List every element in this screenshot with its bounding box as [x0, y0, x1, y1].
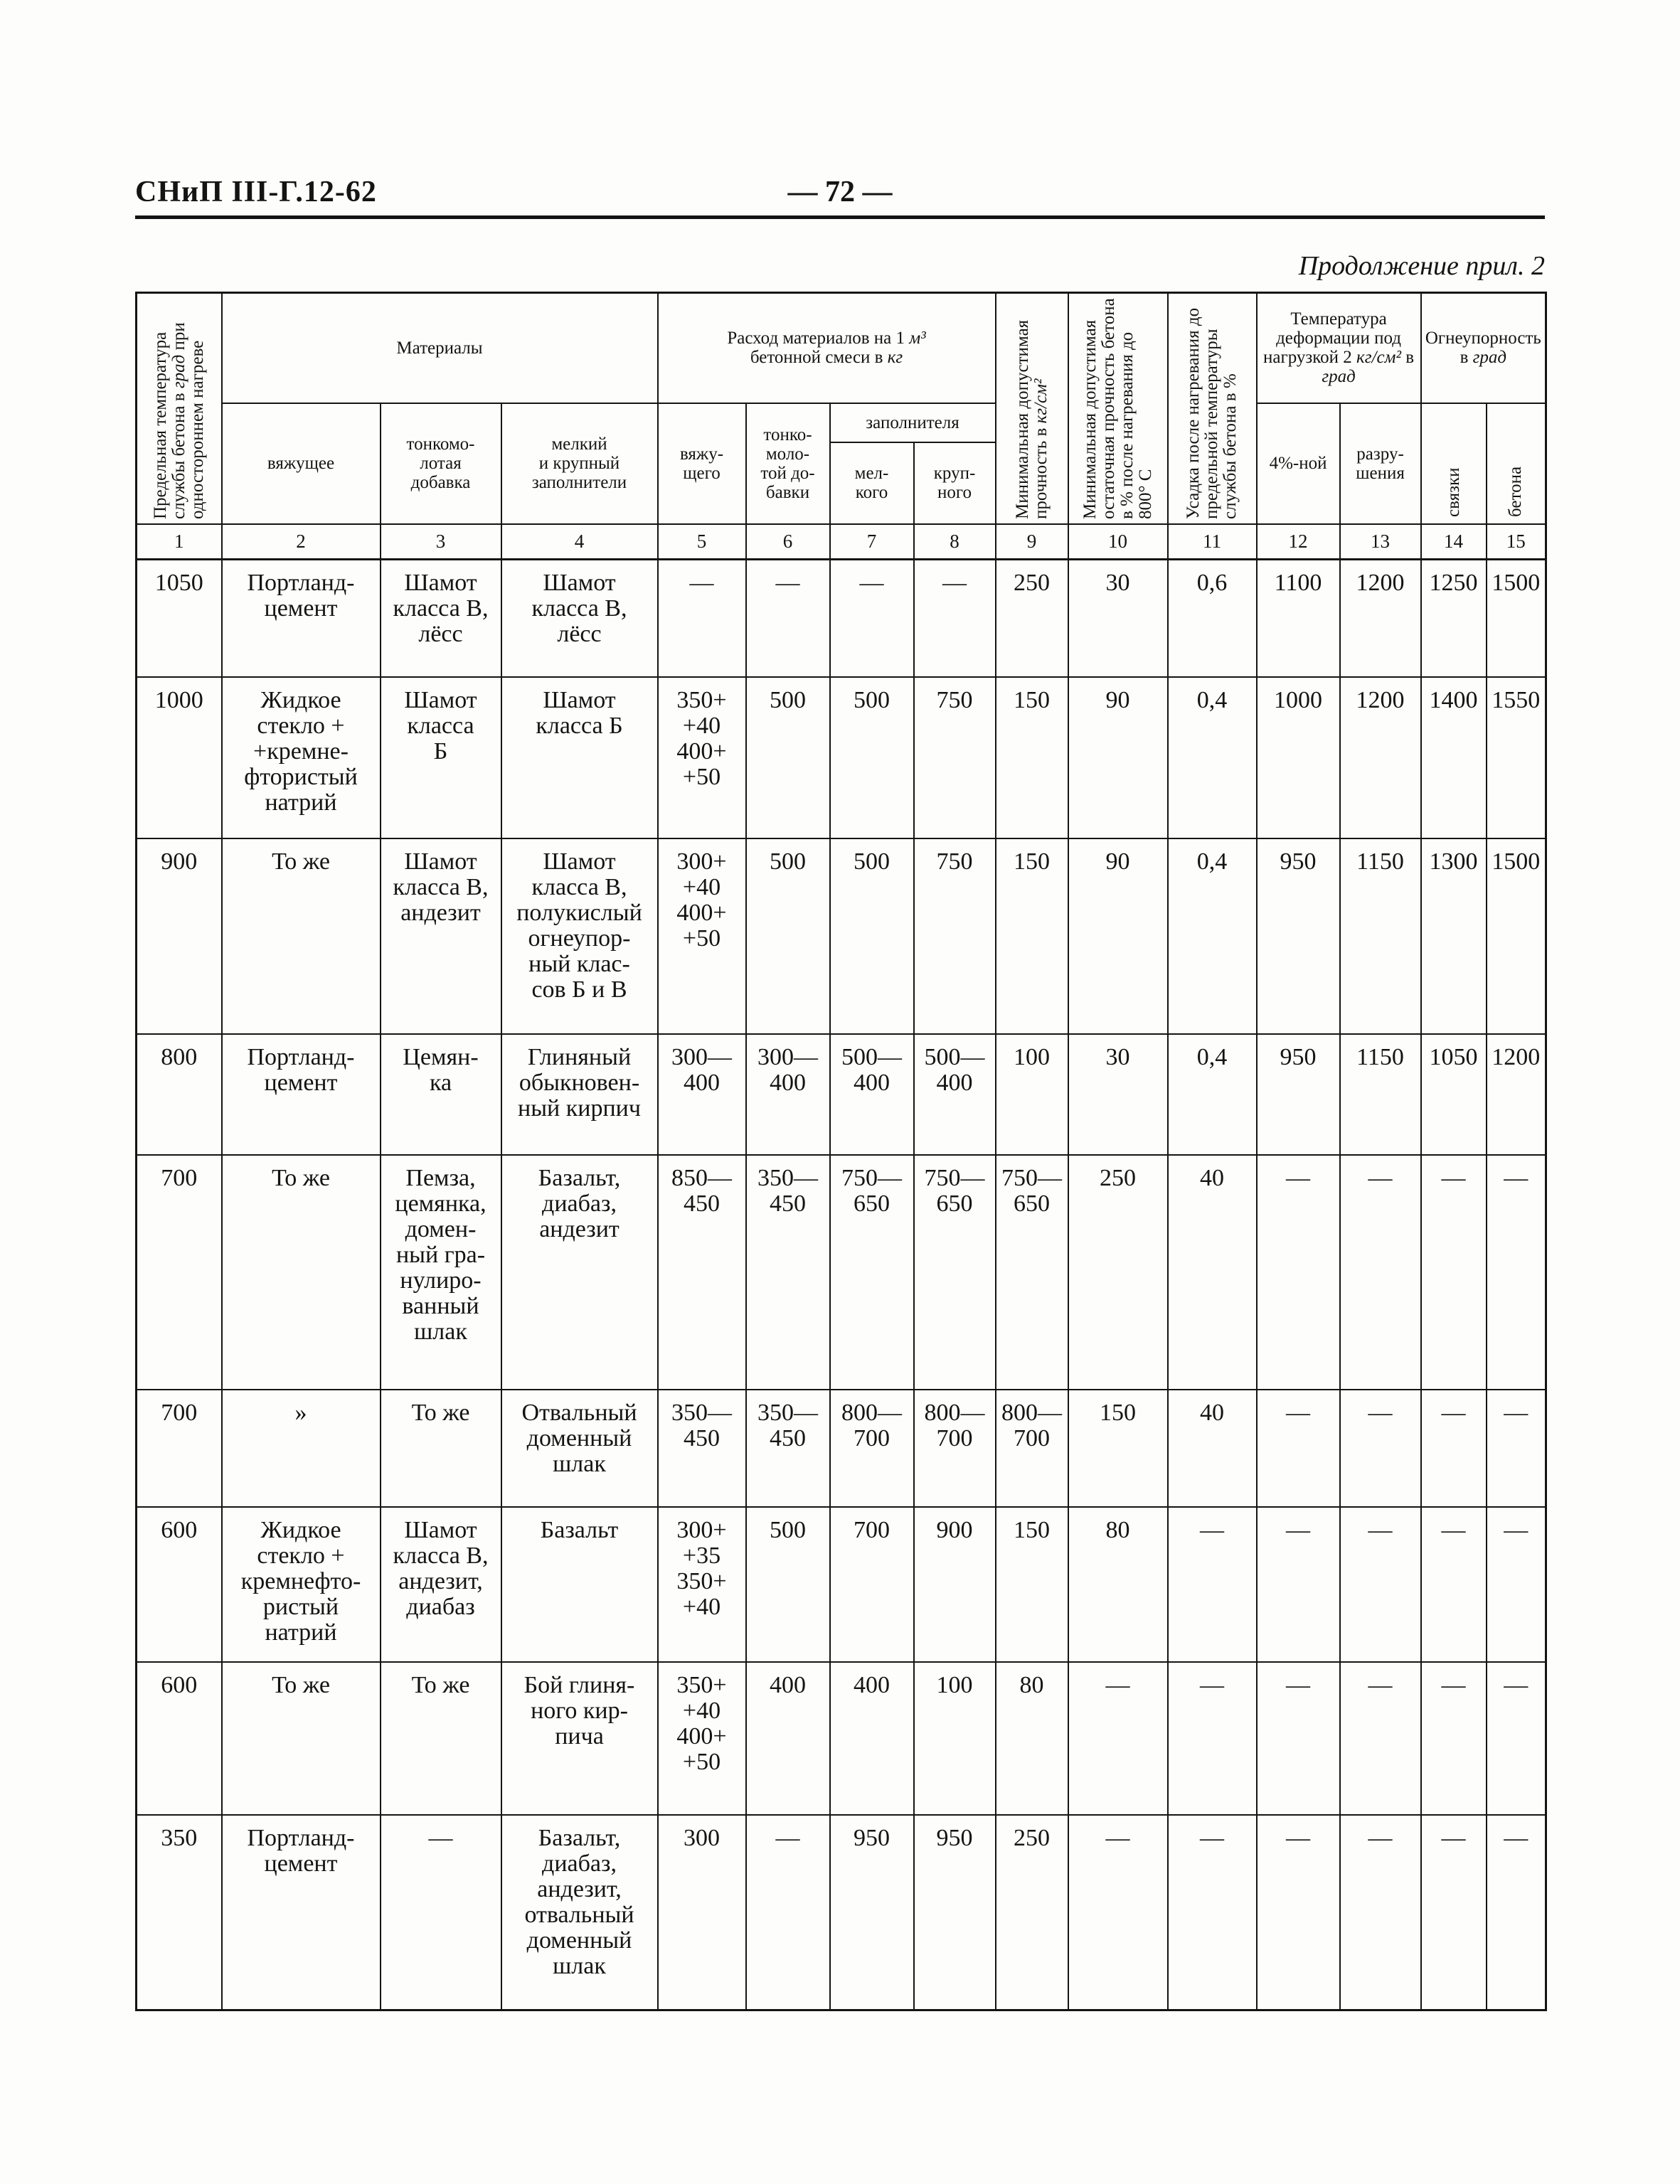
- binder-consumption-cell: 850— 450: [658, 1155, 746, 1390]
- fine-additive-cell: —: [381, 1815, 501, 2010]
- refractoriness-header-text: [1423, 329, 1544, 367]
- limit-temperature-cell: 900: [137, 838, 222, 1034]
- additive-consumption-cell: 500: [746, 1507, 830, 1662]
- limit-temperature-cell: 600: [137, 1507, 222, 1662]
- header-rule: [135, 215, 1545, 219]
- refractoriness-concrete-cell: 1200: [1487, 1034, 1546, 1155]
- fine-aggregate-consumption-cell: 500: [830, 677, 914, 838]
- fine-aggregate-consumption-cell: —: [830, 560, 914, 677]
- column-number-2: 2: [222, 524, 381, 560]
- column-number-15: 15: [1487, 524, 1546, 560]
- residual-strength-cell: 90: [1068, 677, 1168, 838]
- column-number-9: 9: [996, 524, 1068, 560]
- shrinkage-cell: 40: [1168, 1155, 1257, 1390]
- refractoriness-concrete-cell: —: [1487, 1662, 1546, 1815]
- residual-strength-cell: —: [1068, 1815, 1168, 2010]
- residual-strength-cell: 150: [1068, 1390, 1168, 1507]
- refractoriness-bond-cell: 1250: [1421, 560, 1487, 677]
- min-strength-unit: кг/см²: [1031, 378, 1051, 424]
- fine-additive-cell: Шамот класса В, лёсс: [381, 560, 501, 677]
- column-number-14: 14: [1421, 524, 1487, 560]
- refractoriness-bond-cell: —: [1421, 1507, 1487, 1662]
- column-number-7: 7: [830, 524, 914, 560]
- refractoriness-concrete-cell: 1500: [1487, 838, 1546, 1034]
- limit-temperature-cell: 700: [137, 1155, 222, 1390]
- fine-aggregate-consumption-cell: 750— 650: [830, 1155, 914, 1390]
- binder-consumption-cell: 300: [658, 1815, 746, 2010]
- binder-consumption-cell: 350— 450: [658, 1390, 746, 1507]
- residual-strength-cell: 30: [1068, 1034, 1168, 1155]
- table-row: [137, 1390, 1546, 1507]
- fine-additive-cell: То же: [381, 1390, 501, 1507]
- column-number-6: 6: [746, 524, 830, 560]
- refractoriness-bond-cell: —: [1421, 1155, 1487, 1390]
- limit-temperature-label-end: при одностороннем нагреве: [169, 322, 207, 520]
- deformation-temp-unit: град: [1322, 367, 1356, 387]
- residual-strength-cell: —: [1068, 1662, 1168, 1815]
- deformation-failure-cell: —: [1340, 1390, 1421, 1507]
- shrinkage-cell: 0,4: [1168, 1034, 1257, 1155]
- min-strength-cell: 750— 650: [996, 1155, 1068, 1390]
- header-row-groups: [137, 293, 1546, 403]
- binder-cell: Портланд- цемент: [222, 1815, 381, 2010]
- table-row: [137, 560, 1546, 677]
- table-row: [137, 1155, 1546, 1390]
- refractoriness-bond-header: [1421, 403, 1487, 524]
- deformation-label: Температура деформации под нагрузкой 2: [1263, 309, 1402, 368]
- deformation-failure-cell: —: [1340, 1815, 1421, 2010]
- binder-consumption-cell: 300— 400: [658, 1034, 746, 1155]
- limit-temperature-cell: 800: [137, 1034, 222, 1155]
- refractoriness-concrete-cell: 1550: [1487, 677, 1546, 838]
- shrinkage-cell: —: [1168, 1815, 1257, 2010]
- deformation-4pct-header: 4%-ной: [1257, 403, 1340, 524]
- fine-aggregate-consumption-cell: 950: [830, 1815, 914, 2010]
- fine-additive-cell: Шамот класса Б: [381, 677, 501, 838]
- column-number-10: 10: [1068, 524, 1168, 560]
- consumption-volume-unit: м³: [909, 329, 926, 348]
- limit-temperature-cell: 1000: [137, 677, 222, 838]
- additive-consumption-cell: 500: [746, 838, 830, 1034]
- deformation-4pct-cell: —: [1257, 1155, 1340, 1390]
- deformation-4pct-cell: —: [1257, 1390, 1340, 1507]
- filler-consumption-header: заполнителя: [830, 403, 996, 442]
- additive-consumption-cell: 500: [746, 677, 830, 838]
- refractoriness-concrete-header: [1487, 403, 1546, 524]
- deformation-label-in: в: [1405, 348, 1415, 368]
- consumption-mass-unit: кг: [887, 348, 903, 368]
- binder-consumption-header: вяжу- щего: [658, 403, 746, 524]
- residual-strength-cell: 250: [1068, 1155, 1168, 1390]
- min-strength-cell: 150: [996, 838, 1068, 1034]
- binder-cell: Жидкое стекло + +кремне- фтористый натрий: [222, 677, 381, 838]
- shrinkage-cell: 40: [1168, 1390, 1257, 1507]
- fine-additive-cell: Шамот класса В, андезит: [381, 838, 501, 1034]
- column-number-5: 5: [658, 524, 746, 560]
- fine-aggregate-consumption-cell: 400: [830, 1662, 914, 1815]
- coarse-aggregate-consumption-cell: 100: [914, 1662, 996, 1815]
- limit-temperature-cell: 350: [137, 1815, 222, 2010]
- aggregates-cell: Базальт: [501, 1507, 658, 1662]
- binder-cell: Жидкое стекло + кремнефто- ристый натрий: [222, 1507, 381, 1662]
- limit-temperature-header-text: [151, 297, 207, 519]
- refractoriness-concrete-cell: —: [1487, 1507, 1546, 1662]
- deformation-failure-cell: —: [1340, 1507, 1421, 1662]
- shrinkage-header: [1168, 293, 1257, 524]
- additive-consumption-cell: —: [746, 1815, 830, 2010]
- refractoriness-header: [1421, 293, 1546, 403]
- min-strength-cell: 800— 700: [996, 1390, 1068, 1507]
- column-number-8: 8: [914, 524, 996, 560]
- limit-temperature-cell: 600: [137, 1662, 222, 1815]
- refractoriness-bond-cell: 1050: [1421, 1034, 1487, 1155]
- min-strength-cell: 150: [996, 677, 1068, 838]
- table-row: [137, 1815, 1546, 2010]
- additive-consumption-cell: 400: [746, 1662, 830, 1815]
- refractoriness-concrete-cell: —: [1487, 1815, 1546, 2010]
- table-row: [137, 677, 1546, 838]
- min-strength-label: Минимальная допустимая прочность в: [1012, 320, 1051, 520]
- column-number-row: [137, 524, 1546, 560]
- min-strength-cell: 250: [996, 1815, 1068, 2010]
- coarse-aggregate-consumption-cell: 750: [914, 838, 996, 1034]
- table-row: [137, 1034, 1546, 1155]
- binder-cell: То же: [222, 1662, 381, 1815]
- additive-consumption-cell: 350— 450: [746, 1390, 830, 1507]
- fine-aggregate-consumption-cell: 700: [830, 1507, 914, 1662]
- additive-consumption-cell: —: [746, 560, 830, 677]
- fine-aggregate-consumption-cell: 500— 400: [830, 1034, 914, 1155]
- shrinkage-cell: 0,6: [1168, 560, 1257, 677]
- min-strength-cell: 150: [996, 1507, 1068, 1662]
- refractoriness-bond-cell: —: [1421, 1662, 1487, 1815]
- deformation-failure-cell: —: [1340, 1662, 1421, 1815]
- column-number-12: 12: [1257, 524, 1340, 560]
- binder-consumption-cell: 300+ +40 400+ +50: [658, 838, 746, 1034]
- deformation-4pct-cell: —: [1257, 1815, 1340, 2010]
- binder-consumption-cell: 350+ +40 400+ +50: [658, 677, 746, 838]
- binder-header: вяжущее: [222, 403, 381, 524]
- refractoriness-unit: град: [1472, 348, 1507, 368]
- consumption-label: Расход материалов на 1: [727, 329, 905, 348]
- column-number-13: 13: [1340, 524, 1421, 560]
- refractoriness-bond-header-text: связки: [1443, 467, 1463, 517]
- min-strength-header: [996, 293, 1068, 524]
- coarse-aggregate-consumption-cell: 900: [914, 1507, 996, 1662]
- aggregates-cell: Базальт, диабаз, андезит: [501, 1155, 658, 1390]
- deformation-4pct-cell: —: [1257, 1507, 1340, 1662]
- table-body: [137, 560, 1546, 2010]
- limit-temperature-header: [137, 293, 222, 524]
- deformation-header-text: [1259, 309, 1419, 386]
- binder-cell: Портланд- цемент: [222, 560, 381, 677]
- refractoriness-concrete-cell: 1500: [1487, 560, 1546, 677]
- binder-cell: То же: [222, 838, 381, 1034]
- header-row-subgroups: [137, 403, 1546, 442]
- refractoriness-bond-cell: 1400: [1421, 677, 1487, 838]
- coarse-aggregate-consumption-cell: 750: [914, 677, 996, 838]
- limit-temperature-cell: 700: [137, 1390, 222, 1507]
- refractoriness-concrete-cell: —: [1487, 1155, 1546, 1390]
- refractoriness-concrete-cell: —: [1487, 1390, 1546, 1507]
- coarse-aggregate-consumption-cell: 500— 400: [914, 1034, 996, 1155]
- refractoriness-concrete-header-text: бетона: [1506, 466, 1526, 517]
- aggregates-cell: Базальт, диабаз, андезит, отвальный доменный шлак: [501, 1815, 658, 2010]
- limit-temperature-unit: град: [169, 355, 188, 389]
- deformation-failure-cell: 1150: [1340, 1034, 1421, 1155]
- concrete-properties-table: [135, 292, 1547, 2011]
- refractoriness-bond-cell: 1300: [1421, 838, 1487, 1034]
- deformation-load-unit: кг/см²: [1356, 348, 1401, 368]
- limit-temperature-cell: 1050: [137, 560, 222, 677]
- binder-consumption-cell: —: [658, 560, 746, 677]
- min-strength-cell: 80: [996, 1662, 1068, 1815]
- deformation-failure-cell: 1200: [1340, 560, 1421, 677]
- refractoriness-bond-cell: —: [1421, 1390, 1487, 1507]
- residual-strength-cell: 90: [1068, 838, 1168, 1034]
- shrinkage-cell: 0,4: [1168, 838, 1257, 1034]
- deformation-header: [1257, 293, 1421, 403]
- additive-consumption-header: тонко- моло- той до- бавки: [746, 403, 830, 524]
- fine-additive-cell: Цемян- ка: [381, 1034, 501, 1155]
- table-row: [137, 838, 1546, 1034]
- page-number: — 72 —: [787, 176, 893, 208]
- deformation-failure-cell: 1150: [1340, 838, 1421, 1034]
- shrinkage-cell: —: [1168, 1662, 1257, 1815]
- continuation-note: Продолжение прил. 2: [1298, 251, 1545, 281]
- table-row: [137, 1507, 1546, 1662]
- deformation-4pct-cell: 1100: [1257, 560, 1340, 677]
- consumption-label-end: бетонной смеси в: [750, 348, 883, 368]
- additive-consumption-cell: 350— 450: [746, 1155, 830, 1390]
- fine-aggregate-consumption-cell: 500: [830, 838, 914, 1034]
- coarse-aggregate-consumption-cell: 950: [914, 1815, 996, 2010]
- aggregates-cell: Шамот класса В, лёсс: [501, 560, 658, 677]
- fine-aggregate-consumption-cell: 800— 700: [830, 1390, 914, 1507]
- coarse-aggregate-consumption-cell: 750— 650: [914, 1155, 996, 1390]
- binder-cell: »: [222, 1390, 381, 1507]
- binder-consumption-cell: 300+ +35 350+ +40: [658, 1507, 746, 1662]
- deformation-failure-cell: 1200: [1340, 677, 1421, 838]
- coarse-aggregate-consumption-cell: 800— 700: [914, 1390, 996, 1507]
- deformation-4pct-cell: 1000: [1257, 677, 1340, 838]
- binder-consumption-cell: 350+ +40 400+ +50: [658, 1662, 746, 1815]
- shrinkage-cell: —: [1168, 1507, 1257, 1662]
- table-header: [137, 293, 1546, 560]
- document-code: СНиП III-Г.12-62: [135, 176, 377, 208]
- fine-filler-header: мел- кого: [830, 442, 914, 524]
- consumption-header: [658, 293, 996, 403]
- column-number-3: 3: [381, 524, 501, 560]
- aggregates-cell: Бой глиня- ного кир- пича: [501, 1662, 658, 1815]
- aggregates-header: мелкий и крупный заполнители: [501, 403, 658, 524]
- aggregates-cell: Шамот класса Б: [501, 677, 658, 838]
- residual-strength-cell: 30: [1068, 560, 1168, 677]
- column-number-11: 11: [1168, 524, 1257, 560]
- limit-temperature-label: Предельная температура службы бетона в: [150, 332, 188, 520]
- additive-consumption-cell: 300— 400: [746, 1034, 830, 1155]
- deformation-failure-cell: —: [1340, 1155, 1421, 1390]
- fine-additive-cell: То же: [381, 1662, 501, 1815]
- deformation-failure-header: разру- шения: [1340, 403, 1421, 524]
- binder-cell: Портланд- цемент: [222, 1034, 381, 1155]
- deformation-4pct-cell: —: [1257, 1662, 1340, 1815]
- min-strength-header-text: [1014, 297, 1051, 519]
- residual-strength-cell: 80: [1068, 1507, 1168, 1662]
- residual-strength-header-text: Минимальная допустимая остаточная прочность бетона в % после нагревания до 800° С: [1080, 298, 1155, 520]
- column-number-1: 1: [137, 524, 222, 560]
- shrinkage-cell: 0,4: [1168, 677, 1257, 838]
- binder-cell: То же: [222, 1155, 381, 1390]
- aggregates-cell: Шамот класса В, полукислый огнеупор- ный клас- сов Б и В: [501, 838, 658, 1034]
- shrinkage-header-text: Усадка после нагревания до предельной температуры службы бетона в %: [1184, 308, 1240, 520]
- column-number-4: 4: [501, 524, 658, 560]
- min-strength-cell: 100: [996, 1034, 1068, 1155]
- materials-header: Материалы: [222, 293, 658, 403]
- consumption-header-text: [660, 329, 994, 367]
- coarse-aggregate-consumption-cell: —: [914, 560, 996, 677]
- refractoriness-bond-cell: —: [1421, 1815, 1487, 2010]
- fine-additive-header: тонкомо- лотая добавка: [381, 403, 501, 524]
- fine-additive-cell: Шамот класса В, андезит, диабаз: [381, 1507, 501, 1662]
- deformation-4pct-cell: 950: [1257, 838, 1340, 1034]
- fine-additive-cell: Пемза, цемянка, домен- ный гра- нулиро- ванный шлак: [381, 1155, 501, 1390]
- deformation-4pct-cell: 950: [1257, 1034, 1340, 1155]
- table-row: [137, 1662, 1546, 1815]
- residual-strength-header: [1068, 293, 1168, 524]
- aggregates-cell: Отвальный доменный шлак: [501, 1390, 658, 1507]
- min-strength-cell: 250: [996, 560, 1068, 677]
- refractoriness-label: Огнеупорность в: [1425, 329, 1541, 368]
- aggregates-cell: Глиняный обыкновен- ный кирпич: [501, 1034, 658, 1155]
- coarse-filler-header: круп- ного: [914, 442, 996, 524]
